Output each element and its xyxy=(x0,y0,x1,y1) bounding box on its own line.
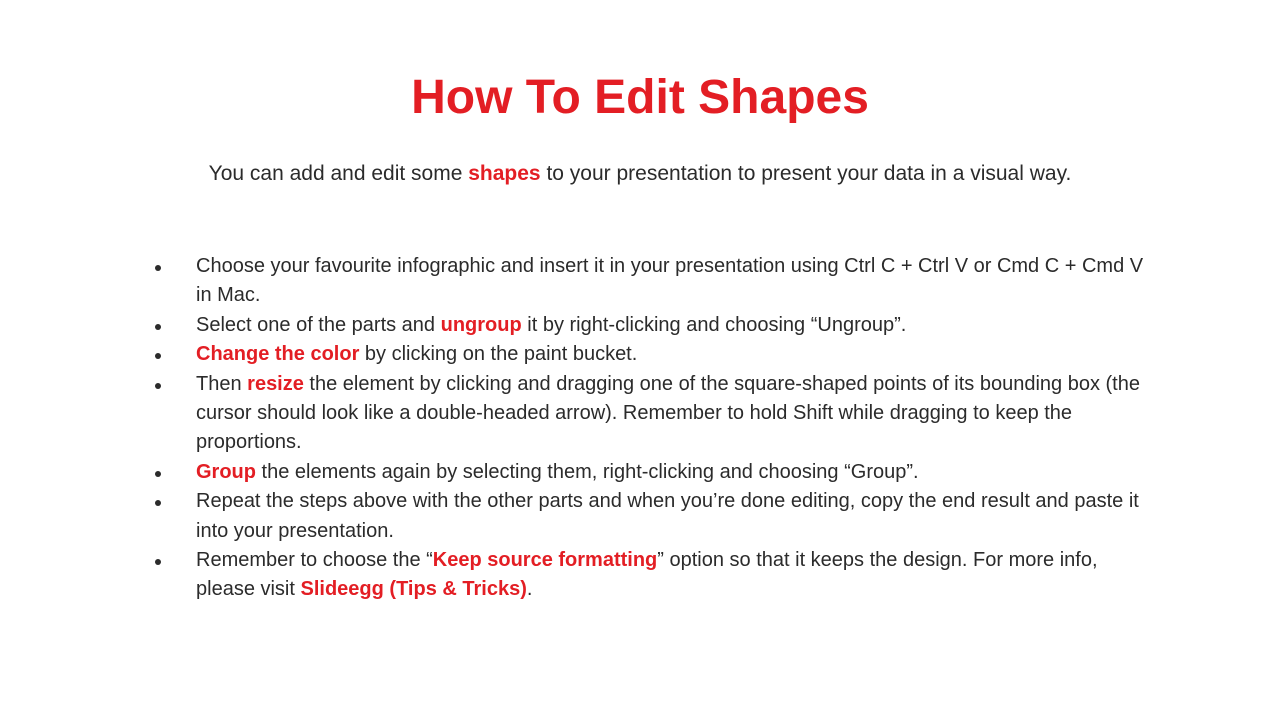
bullet-icon xyxy=(155,265,161,271)
step-text-after: by clicking on the paint bucket. xyxy=(359,343,638,366)
step-text: Choose your favourite infographic and insert it in your presentation using Ctrl C + Ctrl V or Cmd C + Cmd V in Mac. xyxy=(196,255,1144,307)
step-text-after: it by right-clicking and choosing “Ungroup”. xyxy=(521,313,907,336)
bullet-icon xyxy=(155,471,161,477)
step-highlight: Keep source formatting xyxy=(432,549,658,572)
step-item-3 xyxy=(150,340,1150,369)
subtitle-text-before: You can add and edit some xyxy=(208,162,469,185)
subtitle-highlight: shapes xyxy=(468,162,541,185)
step-highlight: Group xyxy=(196,460,256,483)
step-text: Repeat the steps above with the other parts and when you’re done editing, copy the end result and paste it into your presentation. xyxy=(196,490,1139,542)
step-text-after: the elements again by selecting them, right-clicking and choosing “Group”. xyxy=(256,460,919,483)
step-item-5 xyxy=(150,458,1150,487)
subtitle-text-after: to your presentation to present your data in a visual way. xyxy=(540,162,1072,185)
bullet-icon xyxy=(155,324,161,330)
bullet-icon xyxy=(155,353,161,359)
step-item-7 xyxy=(150,546,1150,605)
step-item-1 xyxy=(150,252,1150,311)
step-text-middle: ” option so that it keeps the design. For more info, please visit xyxy=(196,549,1098,601)
bullet-icon xyxy=(155,559,161,565)
slide-title: How To Edit Shapes xyxy=(411,71,869,124)
steps-list xyxy=(150,252,1150,605)
step-text-before: Remember to choose the “ xyxy=(196,549,433,572)
step-highlight: Change the color xyxy=(196,343,360,366)
step-item-4 xyxy=(150,370,1150,458)
step-item-6 xyxy=(150,487,1150,546)
bullet-icon xyxy=(155,500,161,506)
step-highlight: ungroup xyxy=(440,313,522,336)
slideegg-tips-link[interactable]: Slideegg (Tips & Tricks) xyxy=(300,578,527,601)
slide-subtitle xyxy=(0,159,1280,189)
step-text-before: Select one of the parts and xyxy=(196,313,441,336)
step-text-after: the element by clicking and dragging one of the square-shaped points of its bounding box (the cursor should look like a double-headed arrow). Remember to hold Shift while dragging to keep the proportions. xyxy=(196,372,1140,454)
step-text-after: . xyxy=(526,578,533,601)
bullet-icon xyxy=(155,383,161,389)
step-highlight: resize xyxy=(247,372,304,395)
step-text-before: Then xyxy=(196,372,248,395)
step-item-2 xyxy=(150,311,1150,340)
